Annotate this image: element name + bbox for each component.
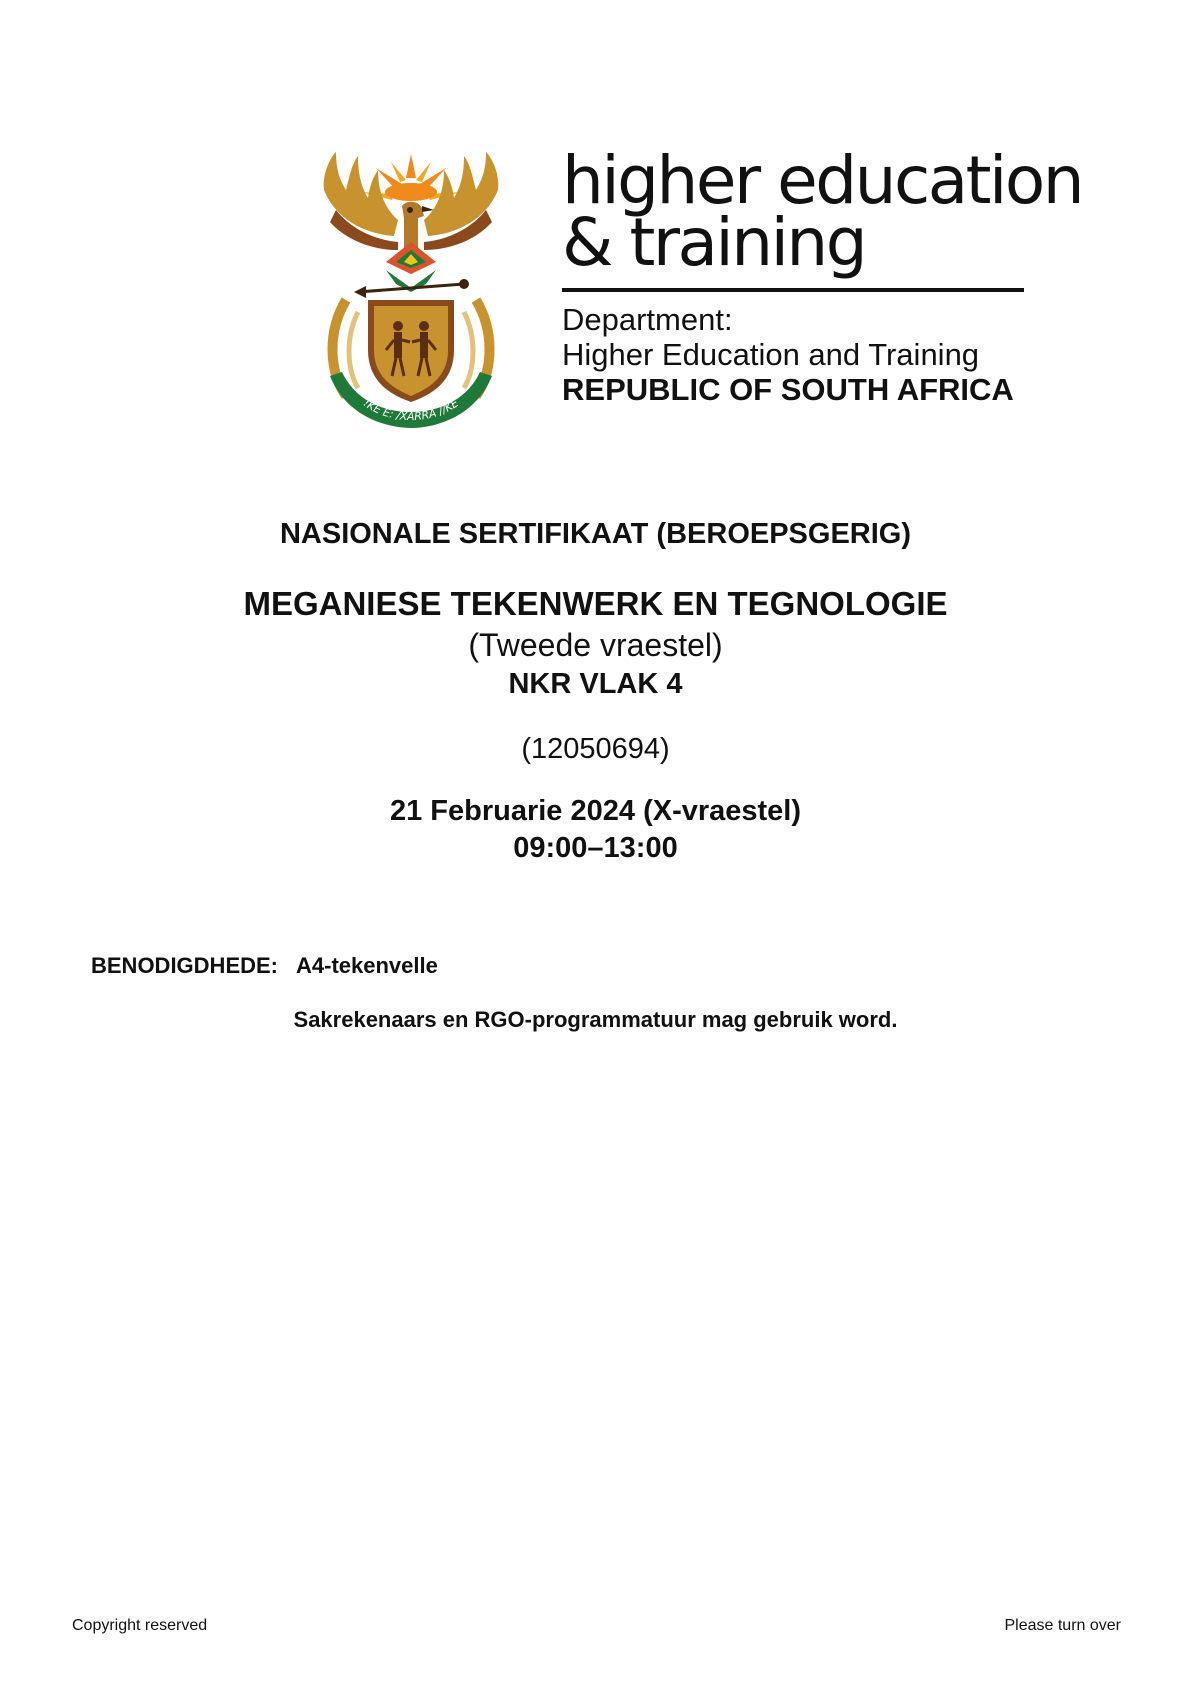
exam-date: 21 Februarie 2024 (X-vraestel): [389, 795, 802, 827]
paper-number: (Tweede vraestel): [468, 627, 723, 663]
nqf-level: NKR VLAK 4: [508, 668, 683, 700]
motto-text: !KE E: /XARRA //KE: [361, 396, 461, 424]
certificate-title: NASIONALE SERTIFIKAAT (BEROEPSGERIG): [279, 518, 912, 550]
department-header: [562, 142, 1083, 407]
calculator-note: Sakrekenaars en RGO-programmatuur mag gebruik word.: [293, 1007, 898, 1032]
footer-turn-over: Please turn over: [1004, 1617, 1121, 1634]
requirements-label: BENODIGDHEDE:: [91, 953, 279, 978]
subject-title: MEGANIESE TEKENWERK EN TEGNOLOGIE: [243, 585, 948, 622]
spear-icon: [354, 279, 469, 298]
brand-divider: [562, 288, 1024, 292]
requirements-value: A4-tekenvelle: [296, 953, 438, 978]
department-name: Higher Education and Training: [562, 337, 980, 372]
requirements-line: [91, 953, 438, 979]
coat-of-arms-logo: [306, 150, 516, 428]
subject-code: (12050694): [521, 733, 670, 765]
footer-copyright: Copyright reserved: [72, 1617, 208, 1634]
shield-icon: [368, 300, 454, 402]
country-name: REPUBLIC OF SOUTH AFRICA: [562, 372, 1014, 407]
brand-line-2: & training: [562, 204, 866, 281]
exam-time: 09:00–13:00: [513, 832, 678, 864]
brand-line-1: higher education: [562, 142, 1083, 219]
department-label: Department:: [562, 302, 733, 337]
